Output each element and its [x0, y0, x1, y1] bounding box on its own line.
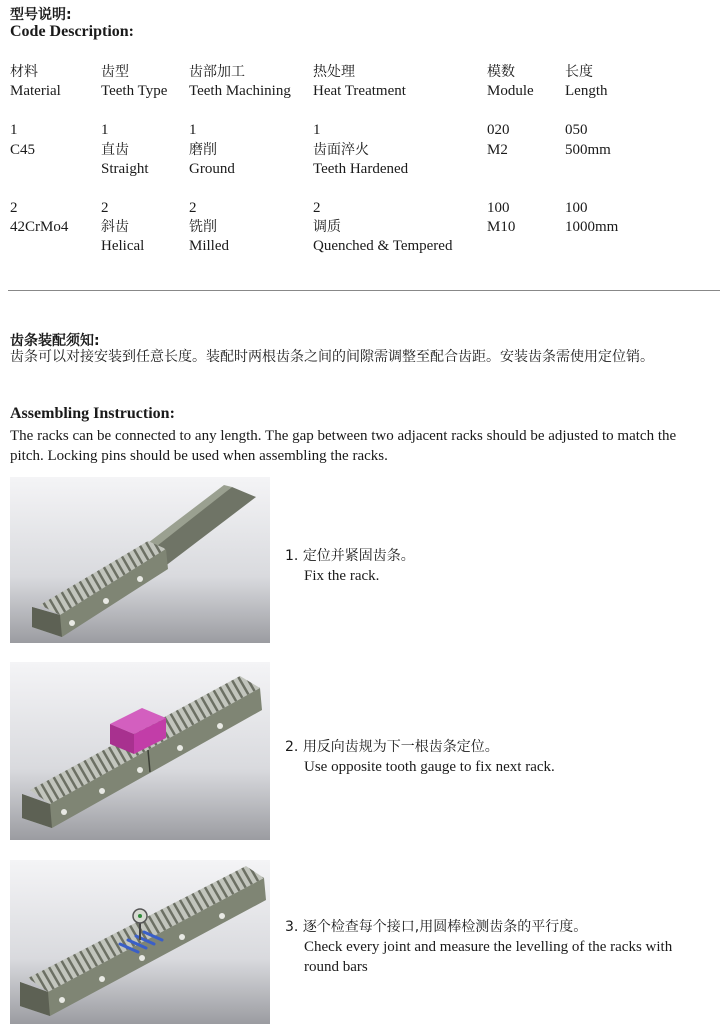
step-1-image: [10, 477, 270, 643]
option-value: 1000mm: [565, 219, 619, 235]
step-number: 3.: [285, 919, 299, 935]
column-header-en: Teeth Type: [101, 83, 168, 99]
option-value-en: Helical: [101, 238, 145, 254]
option-code: 050: [565, 122, 588, 138]
option-value-cn: 磨削: [189, 142, 217, 158]
step-number: 2.: [285, 739, 299, 755]
step-text-cn: 逐个检查每个接口,用圆棒检测齿条的平行度。: [302, 919, 588, 935]
assembly-title-en: Assembling Instruction:: [10, 405, 175, 422]
column-header-en: Length: [565, 83, 608, 99]
assembly-title-cn: 齿条装配须知:: [10, 333, 100, 349]
option-value-en: Quenched & Tempered: [313, 238, 453, 254]
option-value-en: Milled: [189, 238, 229, 254]
step-text-en: Check every joint and measure the levelling of the racks with round bars: [304, 939, 673, 975]
step-text-en: Use opposite tooth gauge to fix next rack.: [304, 759, 555, 775]
option-value: 42CrMo4: [10, 219, 69, 235]
option-value: M10: [487, 219, 516, 235]
mounting-hole: [69, 620, 75, 626]
column-header-cn: 齿部加工: [189, 64, 245, 80]
option-code: 100: [487, 200, 510, 216]
option-code: 2: [313, 200, 321, 216]
option-code: 1: [313, 122, 321, 138]
code-description-title-cn: 型号说明:: [10, 7, 72, 23]
option-code: 100: [565, 200, 588, 216]
mounting-hole: [179, 934, 185, 940]
section-divider: [8, 290, 720, 291]
option-code: 2: [189, 200, 197, 216]
option-value: 500mm: [565, 142, 611, 158]
step-text-cn: 用反向齿规为下一根齿条定位。: [302, 739, 499, 755]
option-value: M2: [487, 142, 508, 158]
option-code: 1: [189, 122, 197, 138]
step-3-image: [10, 860, 270, 1024]
option-value-cn: 齿面淬火: [313, 142, 369, 158]
option-code: 2: [101, 200, 109, 216]
step-2: [285, 737, 555, 777]
column-header-cn: 模数: [487, 64, 515, 80]
option-value-cn: 直齿: [101, 142, 129, 158]
column-header-en: Module: [487, 83, 534, 99]
mounting-hole: [59, 997, 65, 1003]
assembly-body-cn: 齿条可以对接安装到任意长度。装配时两根齿条之间的间隙需调整至配合齿距。安装齿条需使用定位销。: [10, 349, 654, 365]
step-3: [285, 917, 704, 977]
option-value-cn: 斜齿: [101, 219, 129, 235]
option-value-en: Ground: [189, 161, 235, 177]
step-number: 1.: [285, 548, 299, 564]
column-header-en: Teeth Machining: [189, 83, 291, 99]
step-text-en: Fix the rack.: [304, 568, 380, 584]
mounting-hole: [139, 955, 145, 961]
step-1: [285, 546, 415, 586]
mounting-hole: [61, 809, 67, 815]
column-header-cn: 齿型: [101, 64, 129, 80]
column-header-cn: 长度: [565, 64, 593, 80]
column-header-en: Material: [10, 83, 61, 99]
mounting-hole: [103, 598, 109, 604]
option-code: 1: [101, 122, 109, 138]
option-code: 1: [10, 122, 18, 138]
mounting-hole: [137, 576, 143, 582]
mounting-hole: [99, 976, 105, 982]
mounting-hole: [177, 745, 183, 751]
mounting-hole: [99, 788, 105, 794]
option-code: 020: [487, 122, 510, 138]
option-value-en: Straight: [101, 161, 149, 177]
mounting-hole: [137, 767, 143, 773]
assembly-body-en: The racks can be connected to any length. The gap between two adjacent racks should be adjusted to match the pitch. Locking pins should be used when assembling the racks.: [10, 428, 677, 464]
option-value-en: Teeth Hardened: [313, 161, 409, 177]
option-value-cn: 调质: [313, 219, 341, 235]
code-description-title-en: Code Description:: [10, 23, 134, 40]
mounting-hole: [219, 913, 225, 919]
option-code: 2: [10, 200, 18, 216]
column-header-cn: 热处理: [313, 64, 355, 80]
step-text-cn: 定位并紧固齿条。: [302, 548, 415, 564]
step-2-image: [10, 662, 270, 840]
mounting-hole: [217, 723, 223, 729]
option-value-cn: 铣削: [189, 219, 217, 235]
option-value: C45: [10, 142, 36, 158]
column-header-en: Heat Treatment: [313, 83, 406, 99]
column-header-cn: 材料: [10, 64, 38, 80]
